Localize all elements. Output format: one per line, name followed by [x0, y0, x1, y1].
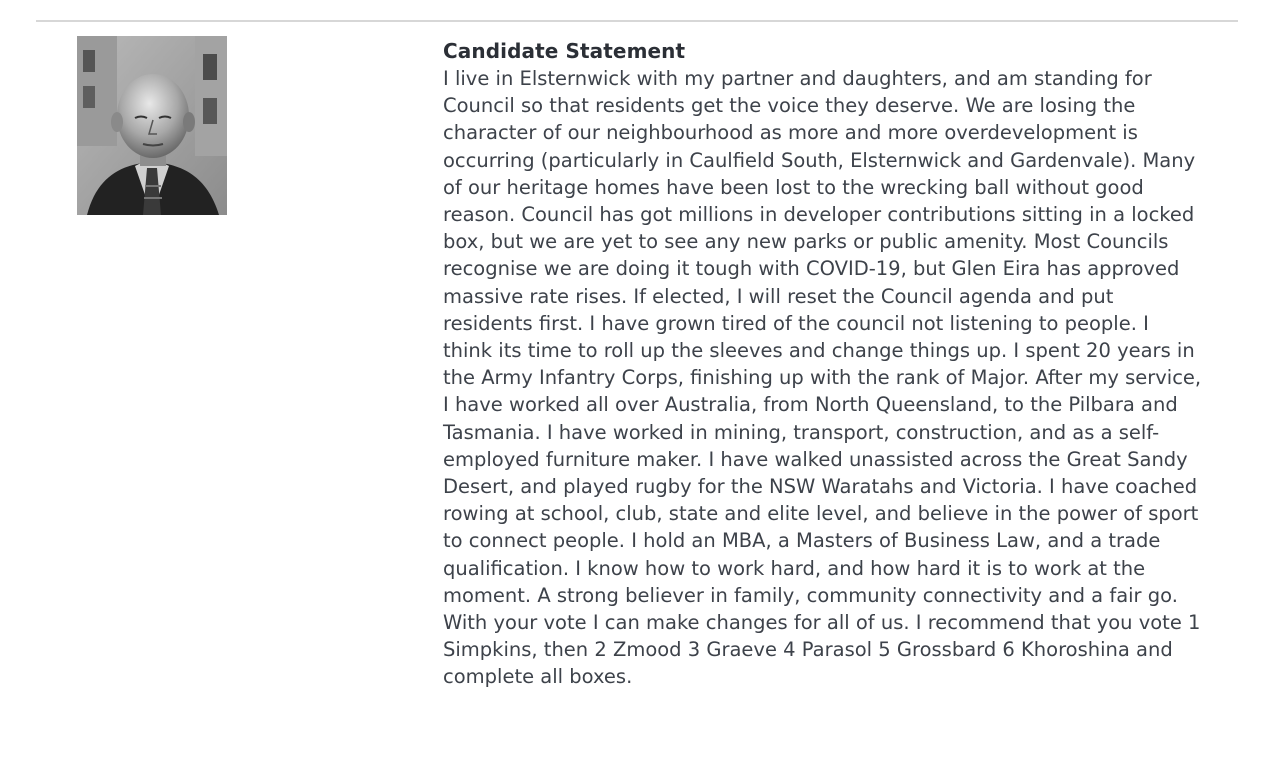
candidate-statement-heading: Candidate Statement — [443, 39, 686, 63]
candidate-portrait-image — [77, 36, 227, 215]
candidate-photo — [77, 36, 227, 215]
candidate-statement-section — [443, 38, 1223, 691]
candidate-statement-text: I live in Elsternwick with my partner and daughters, and am standing for Council so that residents get the voice they deserve. We are losing the character of our neighbourhood as more and more overdevelopment is occurring (particularly in Caulfield South, Elsternwick and Gardenvale). Many of our heritage homes have been lost to the wrecking ball without good reason. Council has got millions in developer contributions sitting in a locked box, but we are yet to see any new parks or public amenity. Most Councils recognise we are doing it tough with COVID-19, but Glen Eira has approved massive rate rises. If elected, I will reset the Council agenda and put residents first. I have grown tired of the council not listening to people. I think its time to roll up the sleeves and change things up. I spent 20 years in the Army Infantry Corps, finishing up with the rank of Major. After my service, I have worked all over Australia, from North Queensland, to the Pilbara and Tasmania. I have worked in mining, transport, construction, and as a self-employed furniture maker. I have walked unassisted across the Great Sandy Desert, and played rugby for the NSW Waratahs and Victoria. I have coached rowing at school, club, state and elite level, and believe in the power of sport to connect people. I hold an MBA, a Masters of Business Law, and a trade qualification. I know how to work hard, and how hard it is to work at the moment. A strong believer in family, community connectivity and a fair go. With your vote I can make changes for all of us. I recommend that you vote 1 Simpkins, then 2 Zmood 3 Graeve 4 Parasol 5 Grossbard 6 Khoroshina and complete all boxes. — [443, 67, 1202, 689]
section-divider — [36, 20, 1238, 22]
